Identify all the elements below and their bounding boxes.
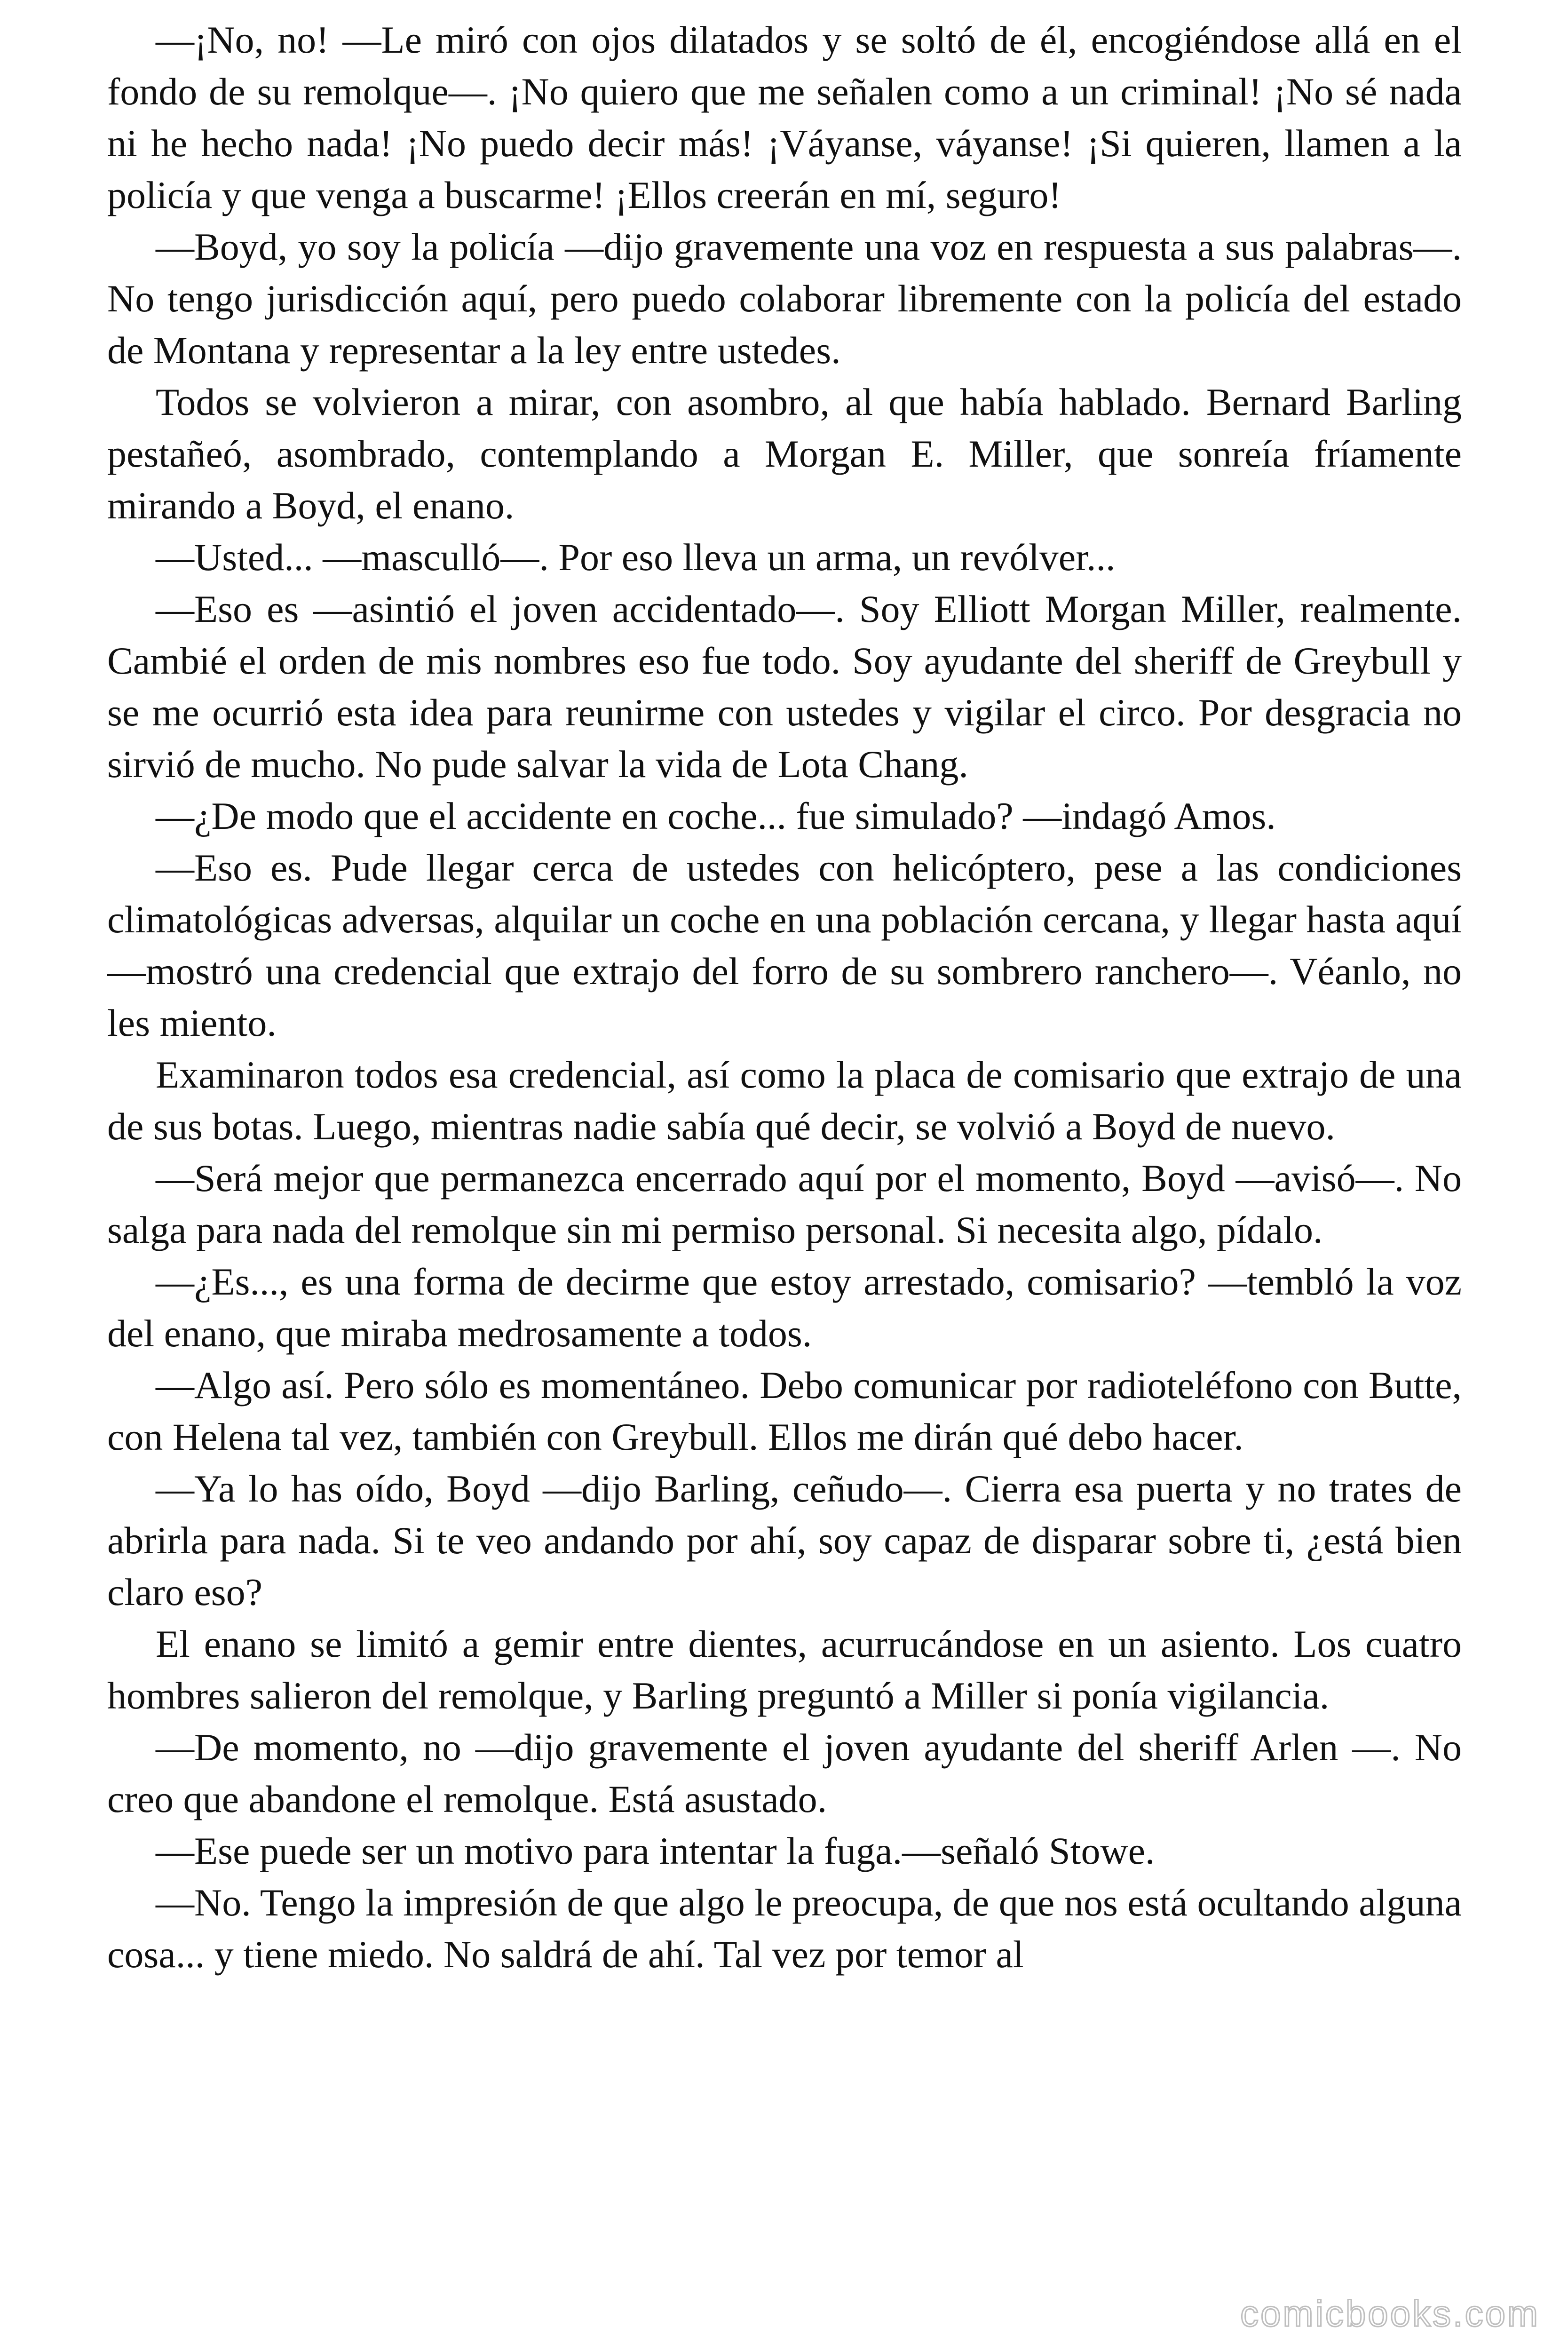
paragraph: —Ya lo has oído, Boyd —dijo Barling, ceñudo—. Cierra esa puerta y no trates de abrirla para nada. Si te veo andando por ahí, soy capaz de disparar sobre ti, ¿está bien claro eso? [107,1467,1462,1613]
paragraph: —Será mejor que permanezca encerrado aquí por el momento, Boyd —avisó—. No salga para nada del remolque sin mi permiso personal. Si necesita algo, pídalo. [107,1157,1462,1251]
paragraph: —Eso es —asintió el joven accidentado—. Soy Elliott Morgan Miller, realmente. Cambié el orden de mis nombres eso fue todo. Soy ayudante del sheriff de Greybull y se me ocurrió esta idea para reunirme con ustedes y vigilar el circo. Por desgracia no sirvió de mucho. No pude salvar la vida de Lota Chang. [107,588,1462,786]
paragraph: —Algo así. Pero sólo es momentáneo. Debo comunicar por radioteléfono con Butte, con Helena tal vez, también con Greybull. Ellos me dirán qué debo hacer. [107,1364,1462,1458]
paragraph: —¡No, no! —Le miró con ojos dilatados y se soltó de él, encogiéndose allá en el fondo de su remolque—. ¡No quiero que me señalen como a un criminal! ¡No sé nada ni he hecho nada! ¡No puedo decir más! ¡Váyanse, váyanse! ¡Si quieren, llamen a la policía y que venga a buscarme! ¡Ellos creerán en mí, seguro! [107,18,1462,216]
paragraph: —De momento, no —dijo gravemente el joven ayudante del sheriff Arlen —. No creo que abandone el remolque. Está asustado. [107,1726,1462,1820]
paragraph: —No. Tengo la impresión de que algo le preocupa, de que nos está ocultando alguna cosa... y tiene miedo. No saldrá de ahí. Tal vez por temor al [107,1881,1462,1976]
paragraph: Todos se volvieron a mirar, con asombro, al que había hablado. Bernard Barling pestañeó, asombrado, contemplando a Morgan E. Miller, que sonreía fríamente mirando a Boyd, el enano. [107,381,1462,527]
paragraph: —Usted... —masculló—. Por eso lleva un arma, un revólver... [156,536,1116,579]
paragraph: —¿Es..., es una forma de decirme que estoy arrestado, comisario? —tembló la voz del enano, que miraba medrosamente a todos. [107,1260,1462,1355]
watermark: comicbooks.com [1240,2293,1540,2334]
paragraph: Examinaron todos esa credencial, así como la placa de comisario que extrajo de una de sus botas. Luego, mientras nadie sabía qué decir, se volvió a Boyd de nuevo. [107,1053,1462,1148]
paragraph: —Boyd, yo soy la policía —dijo gravemente una voz en respuesta a sus palabras—. No tengo jurisdicción aquí, pero puedo colaborar libremente con la policía del estado de Montana y representar a la ley entre ustedes. [107,225,1462,372]
paragraph: El enano se limitó a gemir entre dientes, acurrucándose en un asiento. Los cuatro hombres salieron del remolque, y Barling preguntó a Miller si ponía vigilancia. [107,1622,1462,1717]
paragraph: —¿De modo que el accidente en coche... fue simulado? —indagó Amos. [156,795,1276,837]
paragraph: —Eso es. Pude llegar cerca de ustedes con helicóptero, pese a las condiciones climatológicas adversas, alquilar un coche en una población cercana, y llegar hasta aquí —mostró una credencial que extrajo del forro de su sombrero ranchero—. Véanlo, no les miento. [107,846,1462,1044]
paragraph: —Ese puede ser un motivo para intentar la fuga.—señaló Stowe. [156,1829,1155,1872]
book-page-text [107,14,1462,1980]
